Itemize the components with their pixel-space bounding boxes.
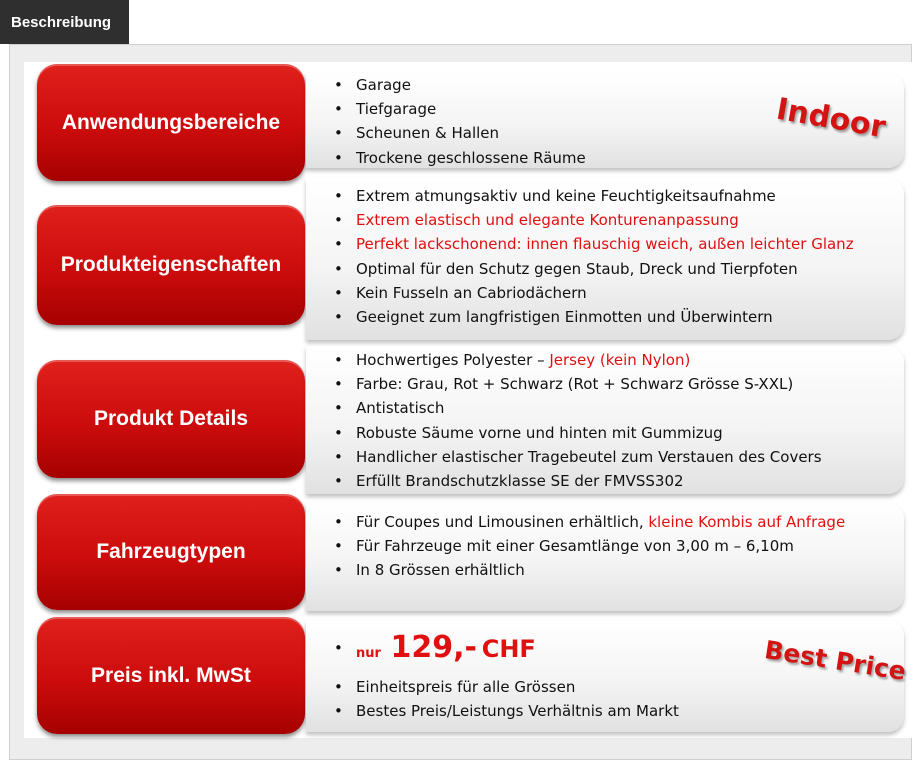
item-text: Geeignet zum langfristigen Einmotten und Überwintern — [356, 307, 773, 326]
list-item — [334, 421, 822, 445]
bullet-icon: • — [334, 211, 343, 230]
item-text: Scheunen & Hallen — [356, 124, 500, 143]
price-prefix: nur — [356, 646, 381, 661]
list-item — [334, 510, 845, 534]
bullet-icon: • — [334, 100, 343, 119]
item-text: Kein Fusseln an Cabriodächern — [356, 283, 587, 302]
bullet-icon: • — [334, 375, 343, 394]
list-item — [334, 121, 586, 145]
list-item — [334, 372, 822, 396]
item-text: In 8 Grössen erhältlich — [356, 561, 525, 580]
list-item — [334, 184, 854, 208]
item-text: Trockene geschlossene Räume — [356, 148, 586, 167]
list-item — [334, 305, 854, 329]
row-content-anwendungsbereiche — [306, 73, 904, 168]
best-price-stamp: Best Price — [762, 635, 908, 686]
item-text: Erfüllt Brandschutzklasse SE der FMVSS302 — [356, 471, 684, 490]
row-list — [334, 73, 586, 170]
item-text: Hochwertiges Polyester – — [356, 351, 550, 369]
item-text: Für Fahrzeuge mit einer Gesamtlänge von 3,00 m – 6,10m — [356, 537, 794, 556]
bullet-icon: • — [334, 76, 343, 94]
indoor-stamp: Indoor — [773, 91, 889, 146]
highlight-text: kleine Kombis auf Anfrage — [648, 513, 846, 531]
description-tab-label: Beschreibung — [11, 14, 112, 31]
list-item — [334, 396, 822, 420]
list-item — [334, 534, 845, 558]
price-value: 129,- — [390, 630, 477, 665]
item-text: Bestes Preis/Leistungs Verhältnis am Markt — [356, 702, 679, 721]
list-item — [334, 97, 586, 121]
row-list — [334, 184, 854, 329]
bullet-icon: • — [334, 259, 343, 278]
highlight-text: Extrem elastisch und elegante Konturenanpassung — [356, 211, 739, 230]
row-list — [334, 675, 679, 723]
list-item — [334, 257, 854, 281]
list-item — [334, 281, 854, 305]
row-content-produkt-details — [306, 346, 904, 494]
row-label-text: Produkteigenschaften — [60, 253, 282, 276]
bullet-icon: • — [334, 447, 343, 466]
item-text: Für Coupes und Limousinen erhältlich, — [356, 513, 649, 531]
bullet-icon: • — [334, 423, 343, 442]
row-label-produkt-details — [37, 360, 305, 478]
item-text: Extrem atmungsaktiv und keine Feuchtigkeitsaufnahme — [356, 187, 776, 205]
row-label-fahrzeugtypen — [37, 494, 305, 610]
bullet-icon: • — [334, 639, 343, 657]
list-item — [334, 208, 854, 232]
list-item — [334, 469, 822, 493]
row-label-preis — [37, 617, 305, 734]
item-text: Einheitspreis für alle Grössen — [356, 678, 576, 696]
row-list — [334, 510, 845, 583]
bullet-icon: • — [334, 124, 343, 143]
list-item — [334, 675, 679, 699]
bullet-icon: • — [334, 702, 343, 721]
list-item — [334, 232, 854, 256]
price-currency: CHF — [481, 635, 536, 663]
bullet-icon: • — [334, 148, 343, 167]
row-label-text: Preis inkl. MwSt — [91, 663, 251, 687]
price-item — [334, 628, 536, 668]
item-text: Optimal für den Schutz gegen Staub, Dreck und Tierpfoten — [356, 259, 798, 278]
row-label-produkteigenschaften — [37, 205, 305, 325]
row-list — [334, 628, 536, 668]
bullet-icon: • — [334, 283, 343, 302]
bullet-icon: • — [334, 678, 343, 696]
row-label-text: Anwendungsbereiche — [61, 110, 281, 134]
bullet-icon: • — [334, 187, 343, 205]
bullet-icon: • — [334, 235, 343, 254]
description-tab[interactable] — [0, 0, 129, 44]
row-content-preis — [306, 620, 908, 732]
list-item — [334, 699, 679, 723]
bullet-icon: • — [334, 351, 343, 369]
row-list — [334, 348, 822, 493]
row-label-text: Produkt Details — [93, 407, 249, 430]
list-item — [334, 73, 586, 97]
item-text: Tiefgarage — [356, 100, 437, 119]
item-text: Antistatisch — [356, 399, 445, 418]
bullet-icon: • — [334, 471, 343, 490]
highlight-text: Jersey (kein Nylon) — [549, 351, 691, 369]
list-item — [334, 146, 586, 170]
bullet-icon: • — [334, 537, 343, 556]
item-text: Garage — [356, 76, 411, 94]
bullet-icon: • — [334, 307, 343, 326]
list-item — [334, 445, 822, 469]
item-text: Farbe: Grau, Rot + Schwarz (Rot + Schwarz Grösse S-XXL) — [356, 375, 794, 394]
bullet-icon: • — [334, 513, 343, 531]
bullet-icon: • — [334, 399, 343, 418]
item-text: Handlicher elastischer Tragebeutel zum Verstauen des Covers — [356, 447, 822, 466]
list-item — [334, 558, 845, 582]
highlight-text: Perfekt lackschonend: innen flauschig weich, außen leichter Glanz — [356, 235, 854, 254]
row-content-produkteigenschaften — [306, 178, 904, 340]
bullet-icon: • — [334, 561, 343, 580]
row-content-fahrzeugtypen — [306, 503, 904, 611]
row-label-anwendungsbereiche — [37, 64, 305, 181]
list-item — [334, 348, 822, 372]
item-text: Robuste Säume vorne und hinten mit Gummizug — [356, 423, 723, 442]
row-label-text: Fahrzeugtypen — [96, 540, 246, 563]
